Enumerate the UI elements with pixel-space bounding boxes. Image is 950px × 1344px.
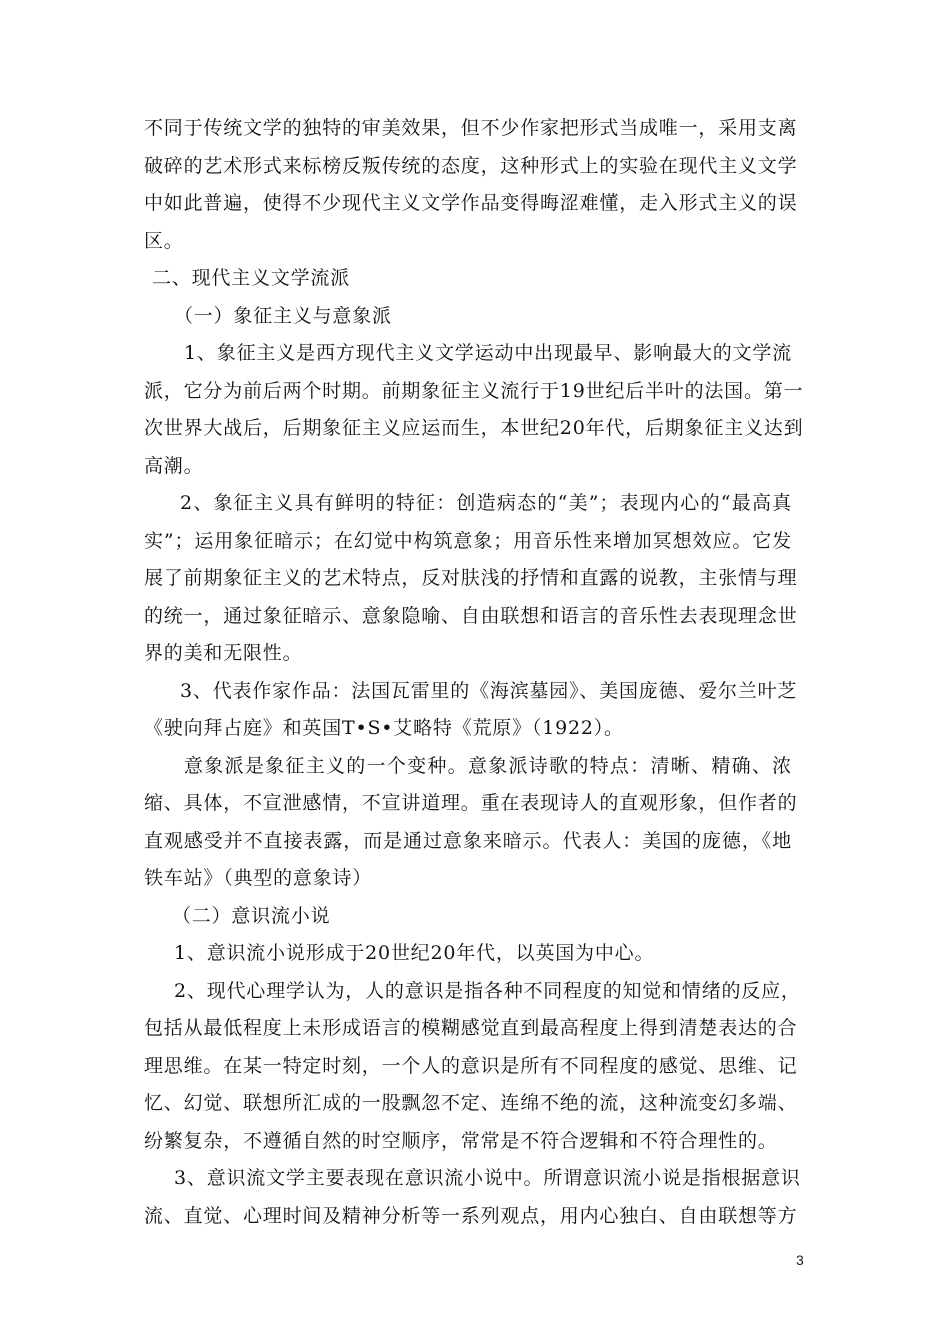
text-line: 忆、幻觉、联想所汇成的一股飘忽不定、连绵不绝的流，这种流变幻多端、 <box>144 1092 798 1114</box>
text-line: 3、意识流文学主要表现在意识流小说中。所谓意识流小说是指根据意识 <box>174 1167 801 1189</box>
text-line: 流、直觉、心理时间及精神分析等一系列观点，用内心独白、自由联想等方 <box>144 1204 798 1227</box>
text-line: 中如此普遍，使得不少现代主义文学作品变得晦涩难懂，走入形式主义的误 <box>144 192 798 214</box>
text-line: 直观感受并不直接表露，而是通过意象来暗示。代表人：美国的庞德，《地 <box>144 829 792 852</box>
text-line: 2、象征主义具有鲜明的特征：创造病态的“美”；表现内心的“最高真 <box>180 492 792 514</box>
text-line: 展了前期象征主义的艺术特点，反对肤浅的抒情和直露的说教，主张情与理 <box>144 567 798 589</box>
section-heading: 二、现代主义文学流派 <box>152 267 351 289</box>
text-line: 破碎的艺术形式来标榜反叛传统的态度，这种形式上的实验在现代主义文学 <box>144 154 798 177</box>
document-body <box>144 110 804 1235</box>
text-line: 意象派是象征主义的一个变种。意象派诗歌的特点：清晰、精确、浓 <box>184 754 792 777</box>
text-line: 缩、具体，不宣泄感情，不宣讲道理。重在表现诗人的直观形象，但作者的 <box>144 792 798 814</box>
subsection-heading: （一）象征主义与意象派 <box>174 304 392 327</box>
subsection-heading: （二）意识流小说 <box>172 904 331 927</box>
text-line: 理思维。在某一特定时刻，一个人的意识是所有不同程度的感觉、思维、记 <box>144 1054 798 1077</box>
text-line: 2、现代心理学认为，人的意识是指各种不同程度的知觉和情绪的反应， <box>174 979 801 1002</box>
text-line: 3、代表作家作品：法国瓦雷里的《海滨墓园》、美国庞德、爱尔兰叶芝 <box>180 679 798 702</box>
page-number: 3 <box>796 1252 804 1268</box>
text-line: 次世界大战后，后期象征主义应运而生，本世纪20年代，后期象征主义达到 <box>144 417 804 439</box>
text-line: 纷繁复杂，不遵循自然的时空顺序，常常是不符合逻辑和不符合理性的。 <box>144 1129 778 1152</box>
text-line: 1、象征主义是西方现代主义文学运动中出现最早、影响最大的文学流 <box>184 342 792 364</box>
text-line: 铁车站》（典型的意象诗） <box>144 867 373 889</box>
text-line: 的统一，通过象征暗示、意象隐喻、自由联想和语言的音乐性去表现理念世 <box>144 604 798 627</box>
text-line: 区。 <box>144 229 184 252</box>
text-line: 界的美和无限性。 <box>144 642 303 664</box>
text-line: 派，它分为前后两个时期。前期象征主义流行于19世纪后半叶的法国。第一 <box>144 379 804 402</box>
text-line: 实”；运用象征暗示；在幻觉中构筑意象；用音乐性来增加冥想效应。它发 <box>144 529 792 552</box>
text-line: 不同于传统文学的独特的审美效果，但不少作家把形式当成唯一，采用支离 <box>144 117 798 139</box>
text-line: 包括从最低程度上未形成语言的模糊感觉直到最高程度上得到清楚表达的合 <box>144 1017 798 1039</box>
text-line: 1、意识流小说形成于20世纪20年代，以英国为中心。 <box>174 942 655 964</box>
text-line: 《驶向拜占庭》和英国T•S•艾略特《荒原》（1922）。 <box>144 717 624 739</box>
text-line: 高潮。 <box>144 454 204 477</box>
